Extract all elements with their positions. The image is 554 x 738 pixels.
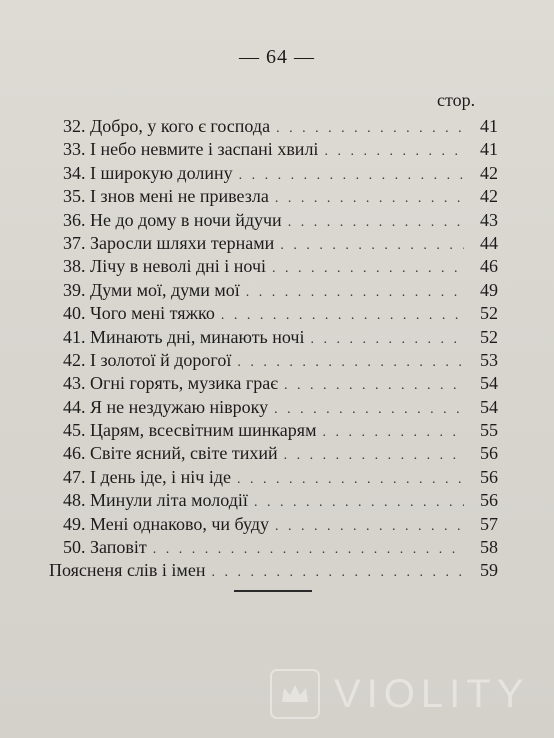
- dot-leader: [275, 515, 464, 538]
- toc-entry-page: 43: [480, 209, 498, 230]
- toc-entry: [63, 442, 498, 465]
- dot-leader: [221, 304, 464, 327]
- dot-leader: [211, 561, 464, 584]
- toc-entry-page: 56: [480, 443, 498, 464]
- section-divider: [234, 590, 312, 592]
- toc-entry-glossary: [49, 559, 498, 582]
- dot-leader: [254, 491, 464, 514]
- toc-entry-page: 56: [480, 466, 498, 487]
- dot-leader: [324, 140, 464, 163]
- toc-entry-page: 55: [480, 420, 498, 441]
- toc-entry: [63, 489, 498, 512]
- toc-entry-title: 35. І знов мені не привезла: [63, 186, 269, 207]
- page-number: — 64 —: [239, 46, 315, 68]
- toc-entry: [63, 115, 498, 138]
- toc-entry: [63, 279, 498, 302]
- toc-entry-title: 38. Лічу в неволі дні і ночі: [63, 256, 267, 277]
- dot-leader: [153, 538, 464, 561]
- toc-entry-page: 57: [480, 513, 498, 534]
- toc-entry: [63, 302, 498, 325]
- dot-leader: [284, 374, 464, 397]
- dot-leader: [284, 444, 464, 467]
- toc-entry-title: 37. Заросли шляхи тернами: [63, 232, 275, 253]
- toc-entry: [63, 232, 498, 255]
- toc-entry-page: 46: [480, 256, 498, 277]
- toc-entry: [63, 326, 498, 349]
- toc-entry-page: 44: [480, 232, 498, 253]
- toc-entry-page: 58: [480, 537, 498, 558]
- dot-leader: [237, 351, 464, 374]
- toc-entry-page: 52: [480, 303, 498, 324]
- toc-entry-title: 42. І золотої й дорогої: [63, 349, 232, 370]
- dot-leader: [237, 468, 464, 491]
- toc-entry-page: 56: [480, 490, 498, 511]
- toc-entry-title: 48. Минули літа молодії: [63, 490, 248, 511]
- toc-entry-title: 40. Чого мені тяжко: [63, 303, 215, 324]
- toc-entry-title: 47. І день іде, і ніч іде: [63, 466, 231, 487]
- toc-entry-title: 34. І широкую долину: [63, 162, 233, 183]
- toc-entry: [63, 396, 498, 419]
- dot-leader: [288, 211, 464, 234]
- toc-entry: [63, 372, 498, 395]
- toc-entry: [63, 185, 498, 208]
- toc-entry: [63, 536, 498, 559]
- toc-entry-page: 42: [480, 162, 498, 183]
- toc-entry-title: 33. І небо невмите і заспані хвилі: [63, 139, 319, 160]
- watermark: [270, 665, 529, 723]
- toc-entry-title: 43. Огні горять, музика грає: [63, 373, 278, 394]
- toc-entry-page: 59: [480, 560, 498, 581]
- toc-entry-page: 42: [480, 186, 498, 207]
- dot-leader: [280, 234, 464, 257]
- toc-entry-page: 41: [480, 139, 498, 160]
- watermark-text: VIOLITY: [334, 671, 530, 716]
- toc-entry-page: 54: [480, 373, 498, 394]
- toc-entry-title: 50. Заповіт: [63, 537, 147, 558]
- dot-leader: [274, 398, 464, 421]
- toc-entry: [63, 255, 498, 278]
- toc-entry: [63, 209, 498, 232]
- dot-leader: [246, 281, 464, 304]
- dot-leader: [311, 328, 465, 351]
- dot-leader: [275, 187, 464, 210]
- crown-icon: [270, 669, 320, 719]
- toc-entry-title: 41. Минають дні, минають ночі: [63, 326, 305, 347]
- dot-leader: [276, 117, 464, 140]
- toc-entry-title: 45. Царям, всесвітним шинкарям: [63, 420, 317, 441]
- toc-entry-page: 52: [480, 326, 498, 347]
- toc-entry-title: 46. Світе ясний, світе тихий: [63, 443, 278, 464]
- page-column-header: стор.: [437, 90, 476, 110]
- toc-entry: [63, 138, 498, 161]
- toc-entry-title: 49. Мені однаково, чи буду: [63, 513, 270, 534]
- toc-entry: [63, 466, 498, 489]
- toc-entry-page: 53: [480, 349, 498, 370]
- toc-entry-title: 39. Думи мої, думи мої: [63, 279, 240, 300]
- toc-entry-page: 41: [480, 116, 498, 136]
- toc-entry-title: 36. Не до дому в ночи йдучи: [63, 209, 282, 230]
- toc-entry-title: 32. Добро, у кого є господа: [63, 116, 271, 136]
- toc-entry-page: 49: [480, 279, 498, 300]
- dot-leader: [322, 421, 464, 444]
- toc-entry: [63, 513, 498, 536]
- toc-entry: [63, 419, 498, 442]
- dot-leader: [272, 257, 464, 280]
- dot-leader: [239, 164, 464, 187]
- toc-entry-page: 54: [480, 396, 498, 417]
- toc-entry-title: 44. Я не нездужаю нівроку: [63, 396, 269, 417]
- table-of-contents: [49, 115, 498, 583]
- toc-entry: [63, 349, 498, 372]
- toc-entry-title: Поясненя слів і імен: [49, 560, 206, 581]
- toc-entry: [63, 162, 498, 185]
